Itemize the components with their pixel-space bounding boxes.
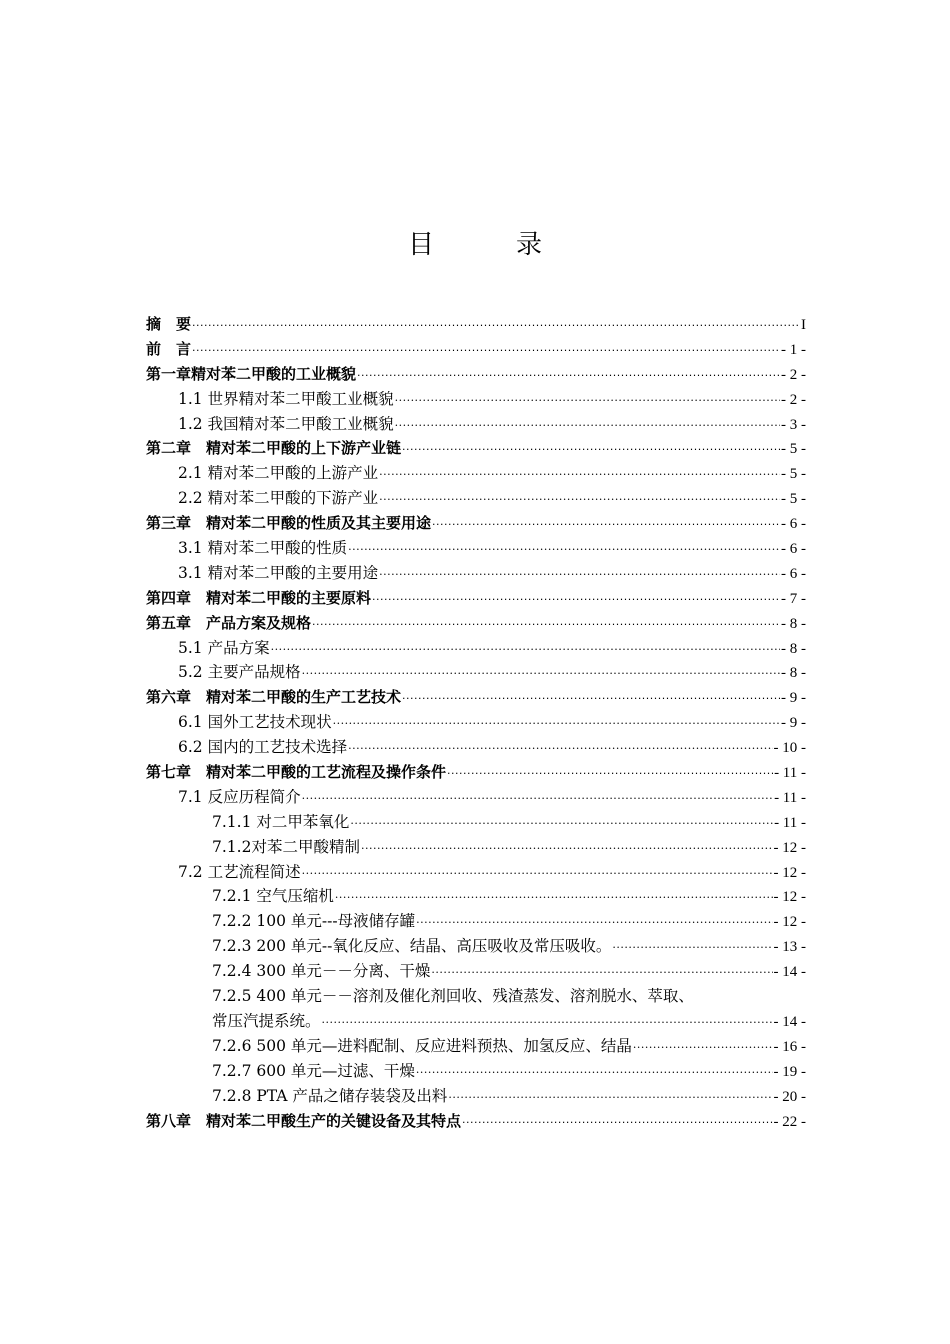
dot-leader — [312, 613, 780, 638]
dot-leader — [432, 513, 780, 538]
toc-page-number: I — [801, 317, 806, 333]
toc-page-number: - 12 - — [773, 889, 806, 906]
toc-page-number: - 11 - — [774, 789, 806, 806]
toc-page-number: - 20 - — [773, 1088, 806, 1105]
toc-section-entry[interactable] — [146, 387, 806, 412]
dot-leader — [448, 1086, 772, 1111]
toc-page-number: - 10 - — [773, 740, 806, 757]
dot-leader — [402, 687, 780, 712]
toc-section-entry[interactable] — [146, 959, 806, 984]
dot-leader — [447, 762, 773, 787]
toc-entry-label: 7.1.2对苯二甲酸精制 — [212, 837, 360, 856]
toc-entry-label: 第三章 精对苯二甲酸的性质及其主要用途 — [146, 514, 432, 533]
dot-leader — [192, 314, 800, 339]
dot-leader — [462, 1111, 772, 1136]
toc-entry-label: 3.1 精对苯二甲酸的主要用途 — [178, 563, 379, 582]
page-title: 目 录 — [407, 230, 570, 260]
toc-entry-label: 第六章 精对苯二甲酸的生产工艺技术 — [146, 688, 402, 707]
toc-page-number: - 14 - — [773, 1013, 806, 1030]
toc-page-number: - 9 - — [781, 715, 806, 732]
toc-chapter-entry[interactable] — [146, 586, 806, 611]
toc-entry-label: 7.2.3 200 单元--氧化反应、结晶、高压吸收及常压吸收。 — [212, 937, 612, 956]
toc-section-entry[interactable] — [146, 735, 806, 760]
toc-page-number: - 19 - — [773, 1063, 806, 1080]
toc-entry-label: 7.2.7 600 单元—过滤、干燥 — [212, 1061, 415, 1080]
toc-section-entry[interactable] — [146, 561, 806, 586]
toc-chapter-entry[interactable] — [146, 312, 806, 337]
toc-entry-label: 第二章 精对苯二甲酸的上下游产业链 — [146, 439, 402, 458]
toc-entry-label: 常压汽提系统。 — [212, 1011, 321, 1030]
toc-section-entry[interactable] — [146, 461, 806, 486]
toc-entry-label[interactable]: 7.2.5 400 单元－－溶剂及催化剂回收、残渣蒸发、溶剂脱水、萃取、 — [212, 987, 694, 1006]
dot-leader — [402, 438, 780, 463]
toc-entry-label: 第四章 精对苯二甲酸的主要原料 — [146, 588, 372, 607]
dot-leader — [361, 837, 773, 862]
toc-entry-label: 2.2 精对苯二甲酸的下游产业 — [178, 489, 379, 508]
toc-page-number: - 2 - — [781, 391, 806, 408]
toc-section-entry[interactable] — [146, 835, 806, 860]
toc-entry-label: 5.1 产品方案 — [178, 638, 270, 657]
toc-chapter-entry[interactable] — [146, 611, 806, 636]
toc-page-number: - 5 - — [781, 441, 806, 458]
toc-page-number: - 6 - — [781, 565, 806, 582]
toc-entry-label: 5.2 主要产品规格 — [178, 663, 301, 682]
toc-entry-label: 摘 要 — [146, 315, 192, 333]
toc-page-number: - 8 - — [781, 640, 806, 657]
toc-page-number: - 13 - — [773, 939, 806, 956]
toc-page-number: - 9 - — [781, 690, 806, 707]
toc-entry-label: 前 言 — [146, 339, 192, 358]
dot-leader — [357, 364, 780, 389]
dot-leader — [271, 638, 780, 663]
toc-entry-label: 3.1 精对苯二甲酸的性质 — [178, 539, 348, 558]
toc-chapter-entry[interactable] — [146, 685, 806, 710]
toc-entry-label: 7.2 工艺流程简述 — [178, 862, 301, 881]
toc-entry-label: 7.1.1 对二甲苯氧化 — [212, 812, 350, 831]
toc-section-entry[interactable] — [146, 486, 806, 511]
toc-entry-label: 7.2.6 500 单元—进料配制、反应进料预热、加氢反应、结晶 — [212, 1036, 632, 1055]
toc-page-number: - 1 - — [781, 341, 806, 358]
toc-page-number: - 11 - — [774, 814, 806, 831]
toc-chapter-entry[interactable] — [146, 362, 806, 387]
dot-leader — [302, 787, 773, 812]
dot-leader — [350, 812, 773, 837]
toc-section-entry[interactable] — [146, 1034, 806, 1059]
toc-entry-label: 第五章 产品方案及规格 — [146, 613, 312, 632]
toc-section-entry[interactable] — [146, 1009, 806, 1034]
toc-chapter-entry[interactable] — [146, 436, 806, 461]
dot-leader — [302, 662, 780, 687]
dot-leader — [348, 538, 780, 563]
dot-leader — [431, 961, 772, 986]
toc-page-number: - 16 - — [773, 1038, 806, 1055]
toc-section-entry[interactable] — [146, 412, 806, 437]
dot-leader — [612, 936, 772, 961]
toc-entry-label: 6.1 国外工艺技术现状 — [178, 713, 332, 732]
toc-section-entry[interactable] — [146, 1084, 806, 1109]
dot-leader — [192, 339, 780, 364]
toc-page-number: - 7 - — [781, 590, 806, 607]
toc-section-entry[interactable] — [146, 1059, 806, 1084]
toc-page-number: - 6 - — [781, 541, 806, 558]
toc-entry-label: 2.1 精对苯二甲酸的上游产业 — [178, 464, 379, 483]
toc-page-number: - 5 - — [781, 466, 806, 483]
toc-section-entry[interactable] — [146, 934, 806, 959]
dot-leader — [379, 563, 780, 588]
toc-chapter-entry[interactable] — [146, 1109, 806, 1134]
dot-leader — [372, 588, 780, 613]
toc-page-number: - 14 - — [773, 964, 806, 981]
toc-section-entry[interactable] — [146, 636, 806, 661]
toc-section-entry[interactable] — [146, 884, 806, 909]
toc-section-entry[interactable] — [146, 710, 806, 735]
toc-entry-label: 1.2 我国精对苯二甲酸工业概貌 — [178, 414, 394, 433]
toc-page-number: - 8 - — [781, 665, 806, 682]
toc-section-entry[interactable] — [146, 909, 806, 934]
toc-page-number: - 5 - — [781, 491, 806, 508]
table-of-contents — [146, 312, 806, 1133]
toc-page-number: - 3 - — [781, 416, 806, 433]
dot-leader — [333, 712, 780, 737]
toc-section-entry[interactable] — [146, 660, 806, 685]
toc-section-entry[interactable] — [146, 860, 806, 885]
toc-chapter-entry[interactable] — [146, 760, 806, 785]
toc-entry-label: 7.2.1 空气压缩机 — [212, 887, 334, 906]
toc-entry-label: 7.2.8 PTA 产品之储存装袋及出料 — [212, 1086, 448, 1105]
toc-section-entry[interactable] — [146, 810, 806, 835]
dot-leader — [416, 1061, 773, 1086]
toc-entry-label: 第七章 精对苯二甲酸的工艺流程及操作条件 — [146, 763, 447, 782]
toc-page-number: - 6 - — [781, 516, 806, 533]
toc-entry-label: 第八章 精对苯二甲酸生产的关键设备及其特点 — [146, 1111, 462, 1130]
toc-page-number: - 12 - — [773, 864, 806, 881]
dot-leader — [379, 463, 780, 488]
dot-leader — [395, 389, 780, 414]
toc-section-entry[interactable] — [146, 785, 806, 810]
toc-page-number: - 2 - — [781, 366, 806, 383]
toc-entry-label: 7.2.4 300 单元－－分离、干燥 — [212, 962, 431, 981]
toc-chapter-entry[interactable] — [146, 337, 806, 362]
toc-section-entry[interactable] — [146, 536, 806, 561]
dot-leader — [633, 1036, 773, 1061]
dot-leader — [335, 886, 773, 911]
toc-entry-label: 7.2.2 100 单元---母液储存罐 — [212, 912, 416, 931]
toc-entry-label: 1.1 世界精对苯二甲酸工业概貌 — [178, 389, 394, 408]
toc-page-number: - 12 - — [773, 914, 806, 931]
toc-entry-label: 7.1 反应历程简介 — [178, 787, 301, 806]
toc-entry-label: 6.2 国内的工艺技术选择 — [178, 738, 348, 757]
dot-leader — [348, 737, 772, 762]
dot-leader — [395, 414, 780, 439]
dot-leader — [302, 862, 773, 887]
dot-leader — [379, 488, 780, 513]
toc-entry-label: 第一章精对苯二甲酸的工业概貌 — [146, 364, 357, 383]
dot-leader — [322, 1011, 773, 1036]
dot-leader — [416, 911, 772, 936]
toc-page-number: - 22 - — [773, 1113, 806, 1130]
toc-chapter-entry[interactable] — [146, 511, 806, 536]
toc-page-number: - 8 - — [781, 615, 806, 632]
toc-page-number: - 12 - — [773, 839, 806, 856]
toc-page-number: - 11 - — [774, 765, 806, 782]
